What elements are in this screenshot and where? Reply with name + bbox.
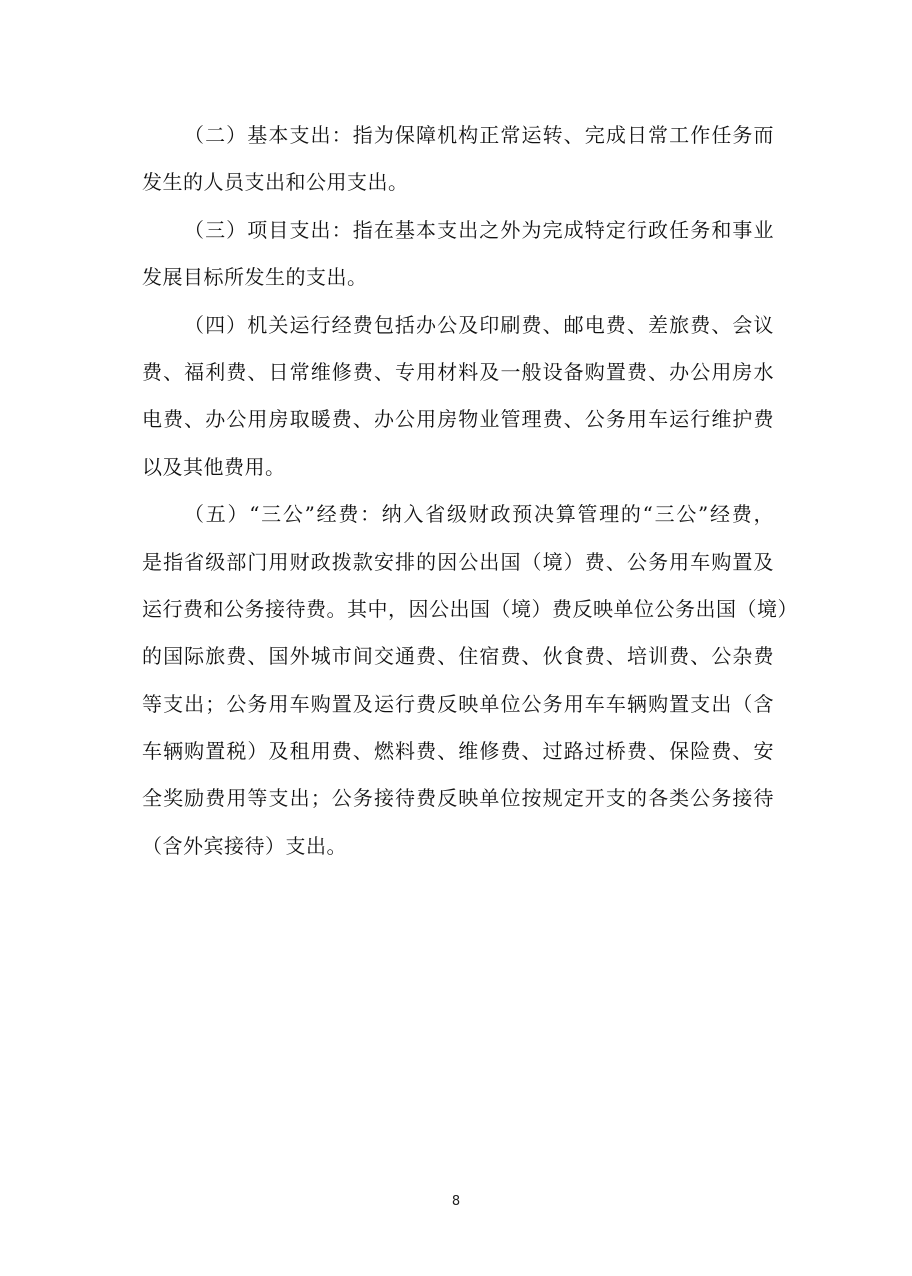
paragraph-line: 费、福利费、日常维修费、专用材料及一般设备购置费、办公用房水 [142,359,774,384]
paragraph-line: 的国际旅费、国外城市间交通费、住宿费、伙食费、培训费、公杂费 [142,644,774,669]
body-text [142,112,798,870]
paragraph-line: （五）“三公”经费：纳入省级财政预决算管理的“三公”经费， [184,502,774,527]
paragraph-line: 以及其他费用。 [142,454,286,479]
paragraph-line: （三）项目支出：指在基本支出之外为完成特定行政任务和事业 [184,217,774,242]
paragraph-line: 等支出；公务用车购置及运行费反映单位公务用车车辆购置支出（含 [142,691,774,716]
paragraph-line: 是指省级部门用财政拨款安排的因公出国（境）费、公务用车购置及 [142,549,774,574]
paragraph-line: 运行费和公务接待费。其中，因公出国（境）费反映单位公务出国（境） [142,596,798,621]
paragraph-line: （四）机关运行经费包括办公及印刷费、邮电费、差旅费、会议 [184,312,774,337]
paragraph-line: 发生的人员支出和公用支出。 [142,170,409,195]
paragraph-line: （二）基本支出：指为保障机构正常运转、完成日常工作任务而 [184,123,774,147]
paragraph-line: 车辆购置税）及租用费、燃料费、维修费、过路过桥费、保险费、安 [142,739,774,764]
page-number: 8 [451,1194,461,1209]
paragraph-line: 电费、办公用房取暖费、办公用房物业管理费、公务用车运行维护费 [142,407,774,432]
paragraph-line: 发展目标所发生的支出。 [142,265,368,290]
paragraph-line: （含外宾接待）支出。 [142,833,347,858]
paragraph-line: 全奖励费用等支出；公务接待费反映单位按规定开支的各类公务接待 [142,786,774,811]
